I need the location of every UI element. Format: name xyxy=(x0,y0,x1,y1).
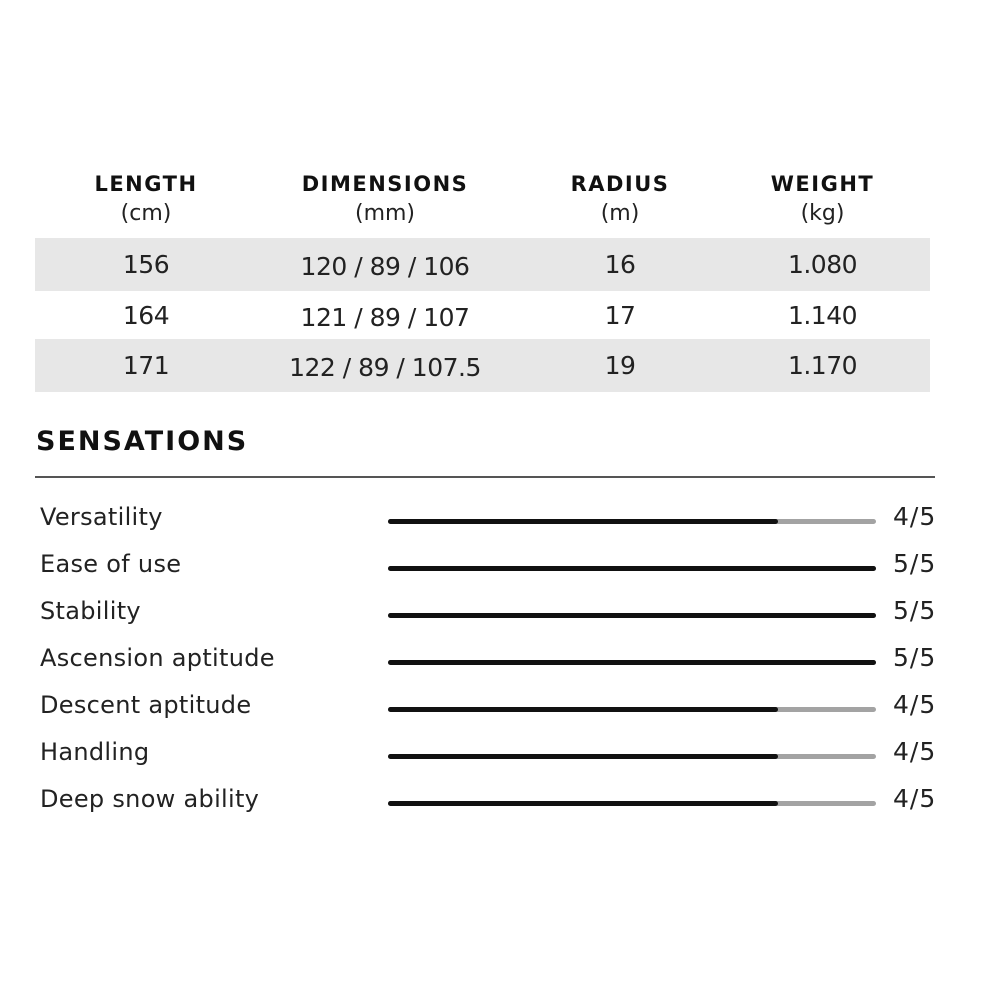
sensation-label: Ascension aptitude xyxy=(40,644,275,672)
header-weight-name: WEIGHT xyxy=(770,172,875,196)
header-dimensions-unit: (mm) xyxy=(354,201,416,226)
header-length-unit: (cm) xyxy=(120,201,172,226)
sensation-item xyxy=(0,637,1000,684)
header-length-name: LENGTH xyxy=(94,172,198,196)
sensation-rating-bar xyxy=(388,801,876,806)
cell-weight: 1.140 xyxy=(787,300,858,330)
header-radius-name: RADIUS xyxy=(570,172,670,196)
rating-bar-fill xyxy=(388,566,876,571)
spec-table-body xyxy=(35,238,930,392)
rating-bar-fill xyxy=(388,801,778,806)
sensation-score: 5/5 xyxy=(893,643,937,672)
cell-dimensions: 121 / 89 / 107 xyxy=(300,302,470,332)
sensation-label: Ease of use xyxy=(40,550,182,578)
header-weight xyxy=(760,170,885,228)
sensation-rating-bar xyxy=(388,519,876,524)
sensation-label: Descent aptitude xyxy=(40,691,252,719)
sensation-item xyxy=(0,731,1000,778)
sensation-score: 4/5 xyxy=(893,690,937,719)
sensation-rating-bar xyxy=(388,754,876,759)
sensation-item xyxy=(0,778,1000,825)
rating-bar-fill xyxy=(388,519,778,524)
header-weight-unit: (kg) xyxy=(800,201,845,226)
sensation-label: Stability xyxy=(40,597,141,625)
sensation-rating-bar xyxy=(388,566,876,571)
table-row xyxy=(35,291,930,339)
cell-radius: 17 xyxy=(604,300,636,330)
sensation-item xyxy=(0,684,1000,731)
rating-bar-fill xyxy=(388,660,876,665)
sensation-item xyxy=(0,496,1000,543)
cell-length: 164 xyxy=(122,300,170,330)
sensation-rating-bar xyxy=(388,707,876,712)
sensation-label: Deep snow ability xyxy=(40,785,260,813)
table-row xyxy=(35,339,930,392)
header-dimensions-name: DIMENSIONS xyxy=(301,172,469,196)
sensation-item xyxy=(0,543,1000,590)
header-dimensions xyxy=(265,170,505,228)
sensation-label: Versatility xyxy=(40,503,163,531)
sensation-score: 5/5 xyxy=(893,549,937,578)
sensations-list xyxy=(0,496,1000,825)
cell-weight: 1.170 xyxy=(787,351,858,380)
rating-bar-fill xyxy=(388,707,778,712)
sensation-score: 4/5 xyxy=(893,737,937,766)
sensation-score: 4/5 xyxy=(893,502,937,531)
cell-dimensions: 120 / 89 / 106 xyxy=(300,252,470,281)
cell-weight: 1.080 xyxy=(787,250,858,279)
sensation-rating-bar xyxy=(388,660,876,665)
sensation-item xyxy=(0,590,1000,637)
rating-bar-fill xyxy=(388,754,778,759)
cell-length: 156 xyxy=(122,250,170,279)
sensations-title: SENSATIONS xyxy=(36,426,249,457)
cell-length: 171 xyxy=(122,351,170,380)
cell-radius: 19 xyxy=(604,351,636,380)
header-radius xyxy=(560,170,680,228)
cell-dimensions: 122 / 89 / 107.5 xyxy=(289,353,481,382)
sensation-label: Handling xyxy=(40,738,150,766)
header-length xyxy=(87,170,205,228)
spec-table-header xyxy=(35,170,930,236)
sensation-rating-bar xyxy=(388,613,876,618)
header-radius-unit: (m) xyxy=(600,201,640,226)
table-row xyxy=(35,238,930,291)
sensation-score: 4/5 xyxy=(893,784,937,813)
cell-radius: 16 xyxy=(604,250,636,279)
sensation-score: 5/5 xyxy=(893,596,937,625)
section-divider xyxy=(35,476,935,478)
rating-bar-fill xyxy=(388,613,876,618)
